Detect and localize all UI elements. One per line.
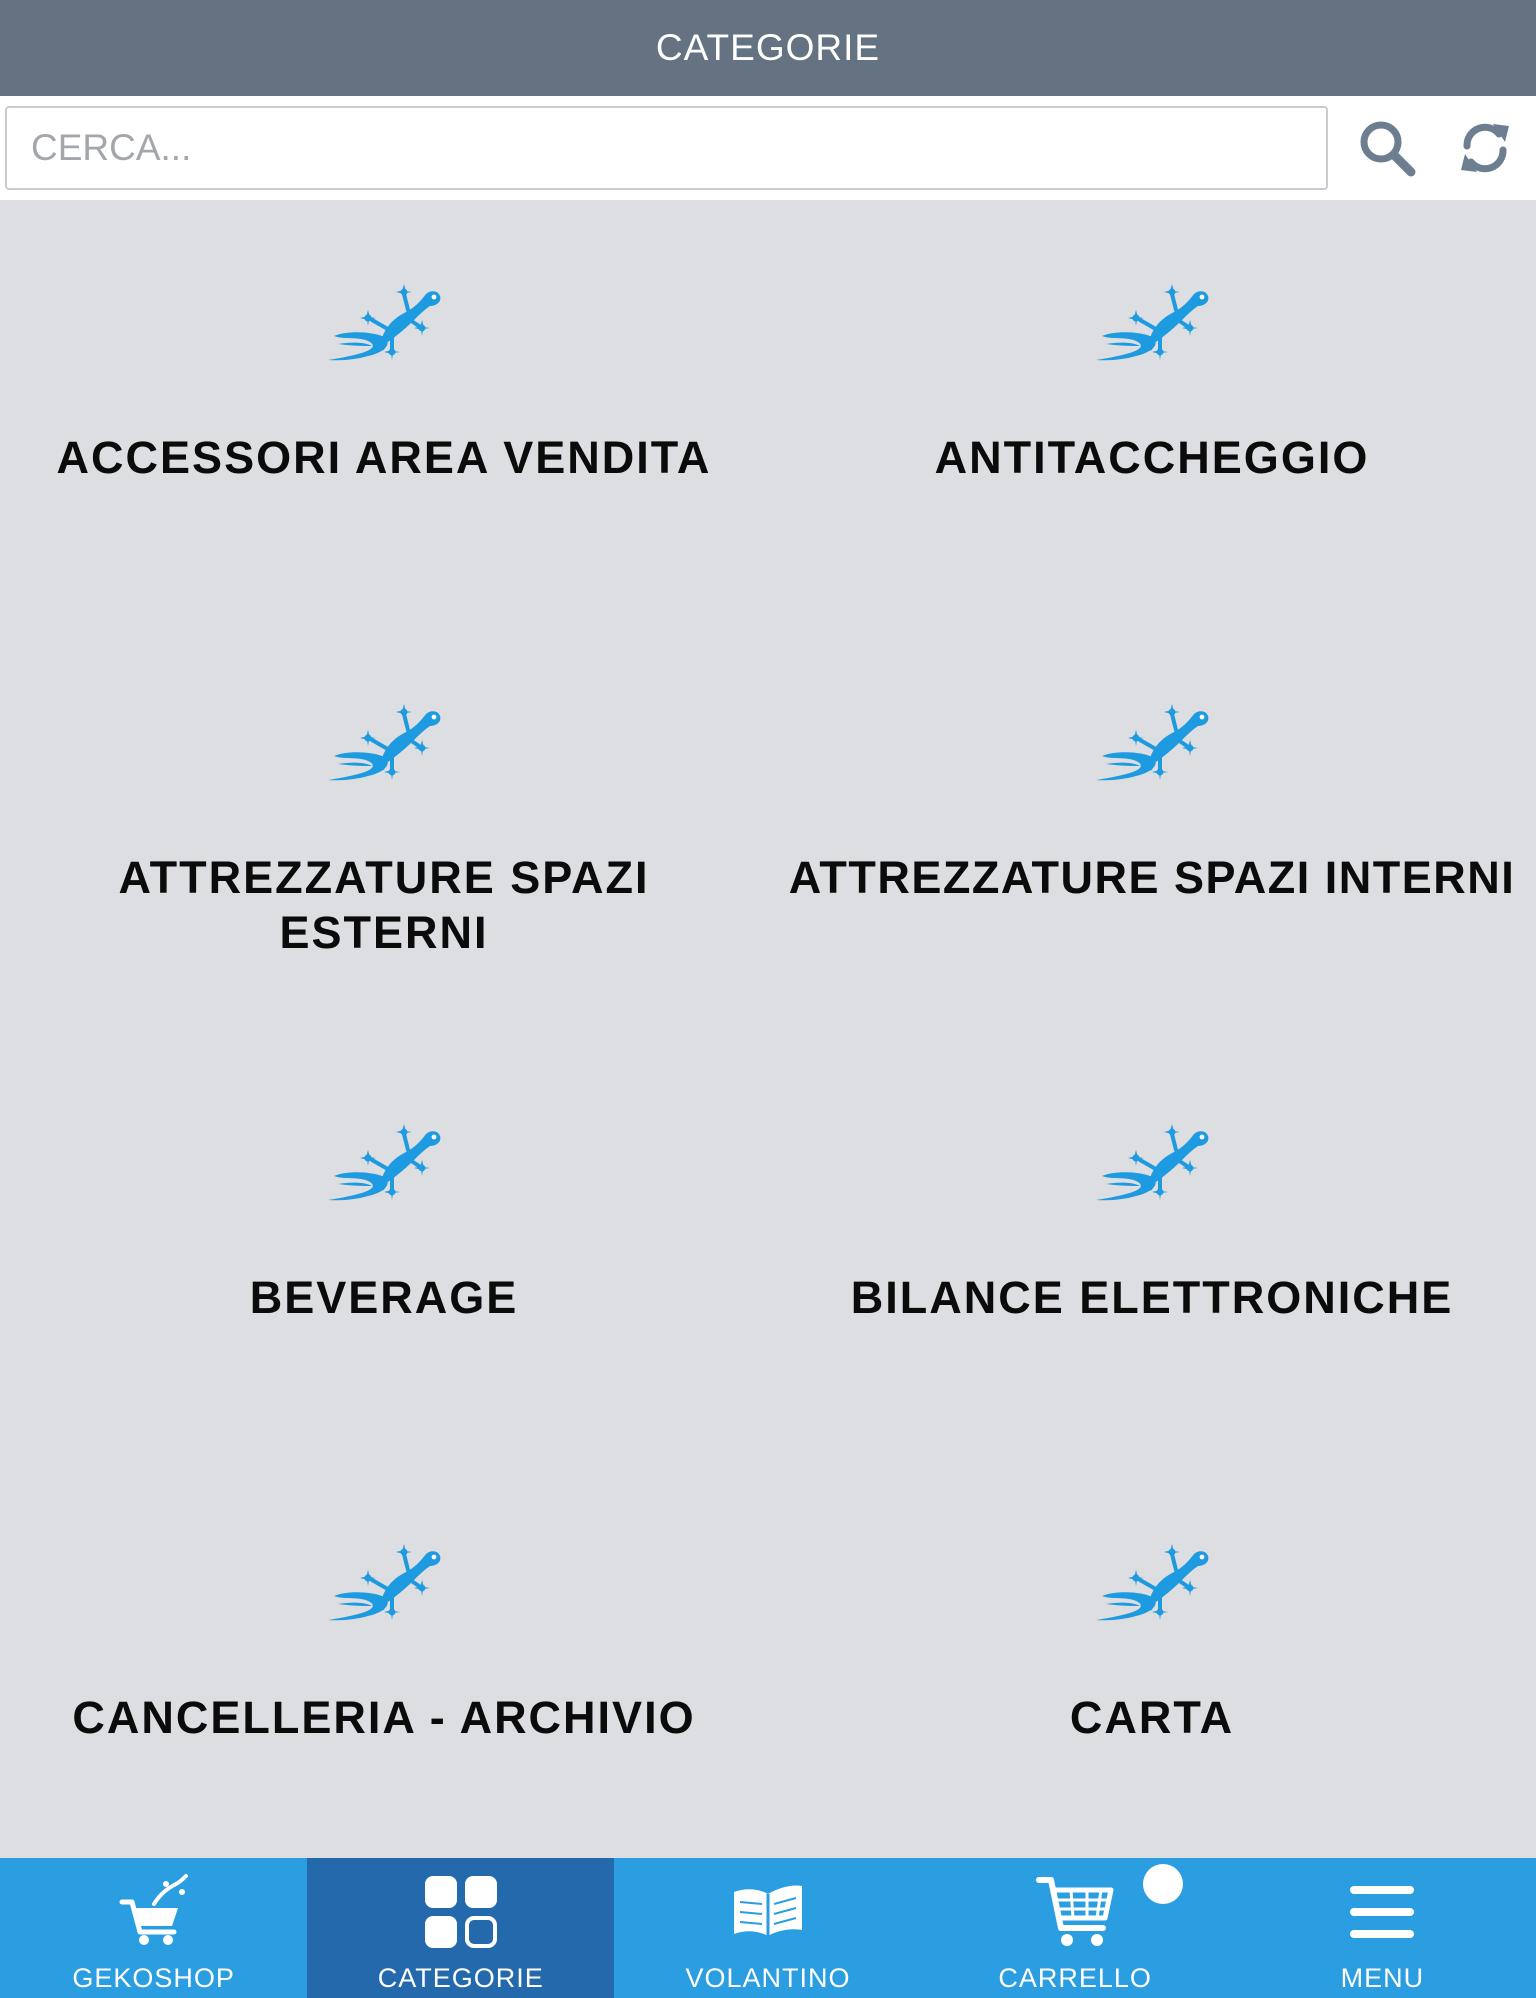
page-title: CATEGORIE (655, 27, 881, 68)
category-label: ATTREZZATURE SPAZI INTERNI (788, 852, 1516, 903)
refresh-button[interactable] (1451, 114, 1519, 182)
category-tile[interactable] (0, 1040, 768, 1460)
gecko-logo-icon (324, 1120, 444, 1210)
tab-label: CARRELLO (998, 1963, 1152, 1993)
tab-label: VOLANTINO (685, 1963, 851, 1993)
gecko-logo-icon (324, 700, 444, 790)
search-bar (0, 96, 1536, 200)
tab-label: GEKOSHOP (72, 1963, 235, 1993)
category-grid (0, 200, 1536, 1858)
top-header (0, 0, 1536, 96)
category-label: ACCESSORI AREA VENDITA (56, 432, 712, 483)
gecko-logo-icon (1092, 280, 1212, 370)
category-label: ATTREZZATURE SPAZI ESTERNI (118, 852, 650, 958)
category-tile[interactable] (768, 1460, 1536, 1880)
tab-gekoshop[interactable] (0, 1858, 307, 1998)
cart-badge (1143, 1864, 1183, 1904)
category-tile[interactable] (0, 200, 768, 620)
category-tile[interactable] (0, 620, 768, 1040)
search-icon (1357, 118, 1417, 178)
tab-menu[interactable] (1229, 1858, 1536, 1998)
gecko-logo-icon (1092, 700, 1212, 790)
search-input[interactable] (5, 106, 1328, 190)
category-label: BILANCE ELETTRONICHE (850, 1272, 1454, 1323)
category-tile[interactable] (0, 1460, 768, 1880)
cart-icon (1035, 1872, 1115, 1952)
open-book-icon (730, 1882, 806, 1942)
gecko-logo-icon (1092, 1120, 1212, 1210)
category-label: CARTA (1069, 1692, 1235, 1743)
category-tile[interactable] (768, 200, 1536, 620)
category-label: ANTITACCHEGGIO (934, 432, 1370, 483)
search-button[interactable] (1353, 114, 1421, 182)
category-tile[interactable] (768, 1040, 1536, 1460)
grid-icon (423, 1874, 499, 1950)
gekoshop-cart-icon (114, 1872, 194, 1952)
tab-carrello[interactable] (922, 1858, 1229, 1998)
category-label: CANCELLERIA - ARCHIVIO (72, 1692, 696, 1743)
refresh-icon (1457, 120, 1513, 176)
hamburger-menu-icon (1346, 1880, 1418, 1944)
category-label: BEVERAGE (249, 1272, 519, 1323)
tab-volantino[interactable] (614, 1858, 921, 1998)
category-tile[interactable] (768, 620, 1536, 1040)
bottom-tab-bar (0, 1858, 1536, 1998)
gecko-logo-icon (324, 1540, 444, 1630)
tab-label: MENU (1340, 1963, 1425, 1993)
gecko-logo-icon (324, 280, 444, 370)
tab-categorie[interactable] (307, 1858, 614, 1998)
tab-label: CATEGORIE (377, 1963, 544, 1993)
gecko-logo-icon (1092, 1540, 1212, 1630)
